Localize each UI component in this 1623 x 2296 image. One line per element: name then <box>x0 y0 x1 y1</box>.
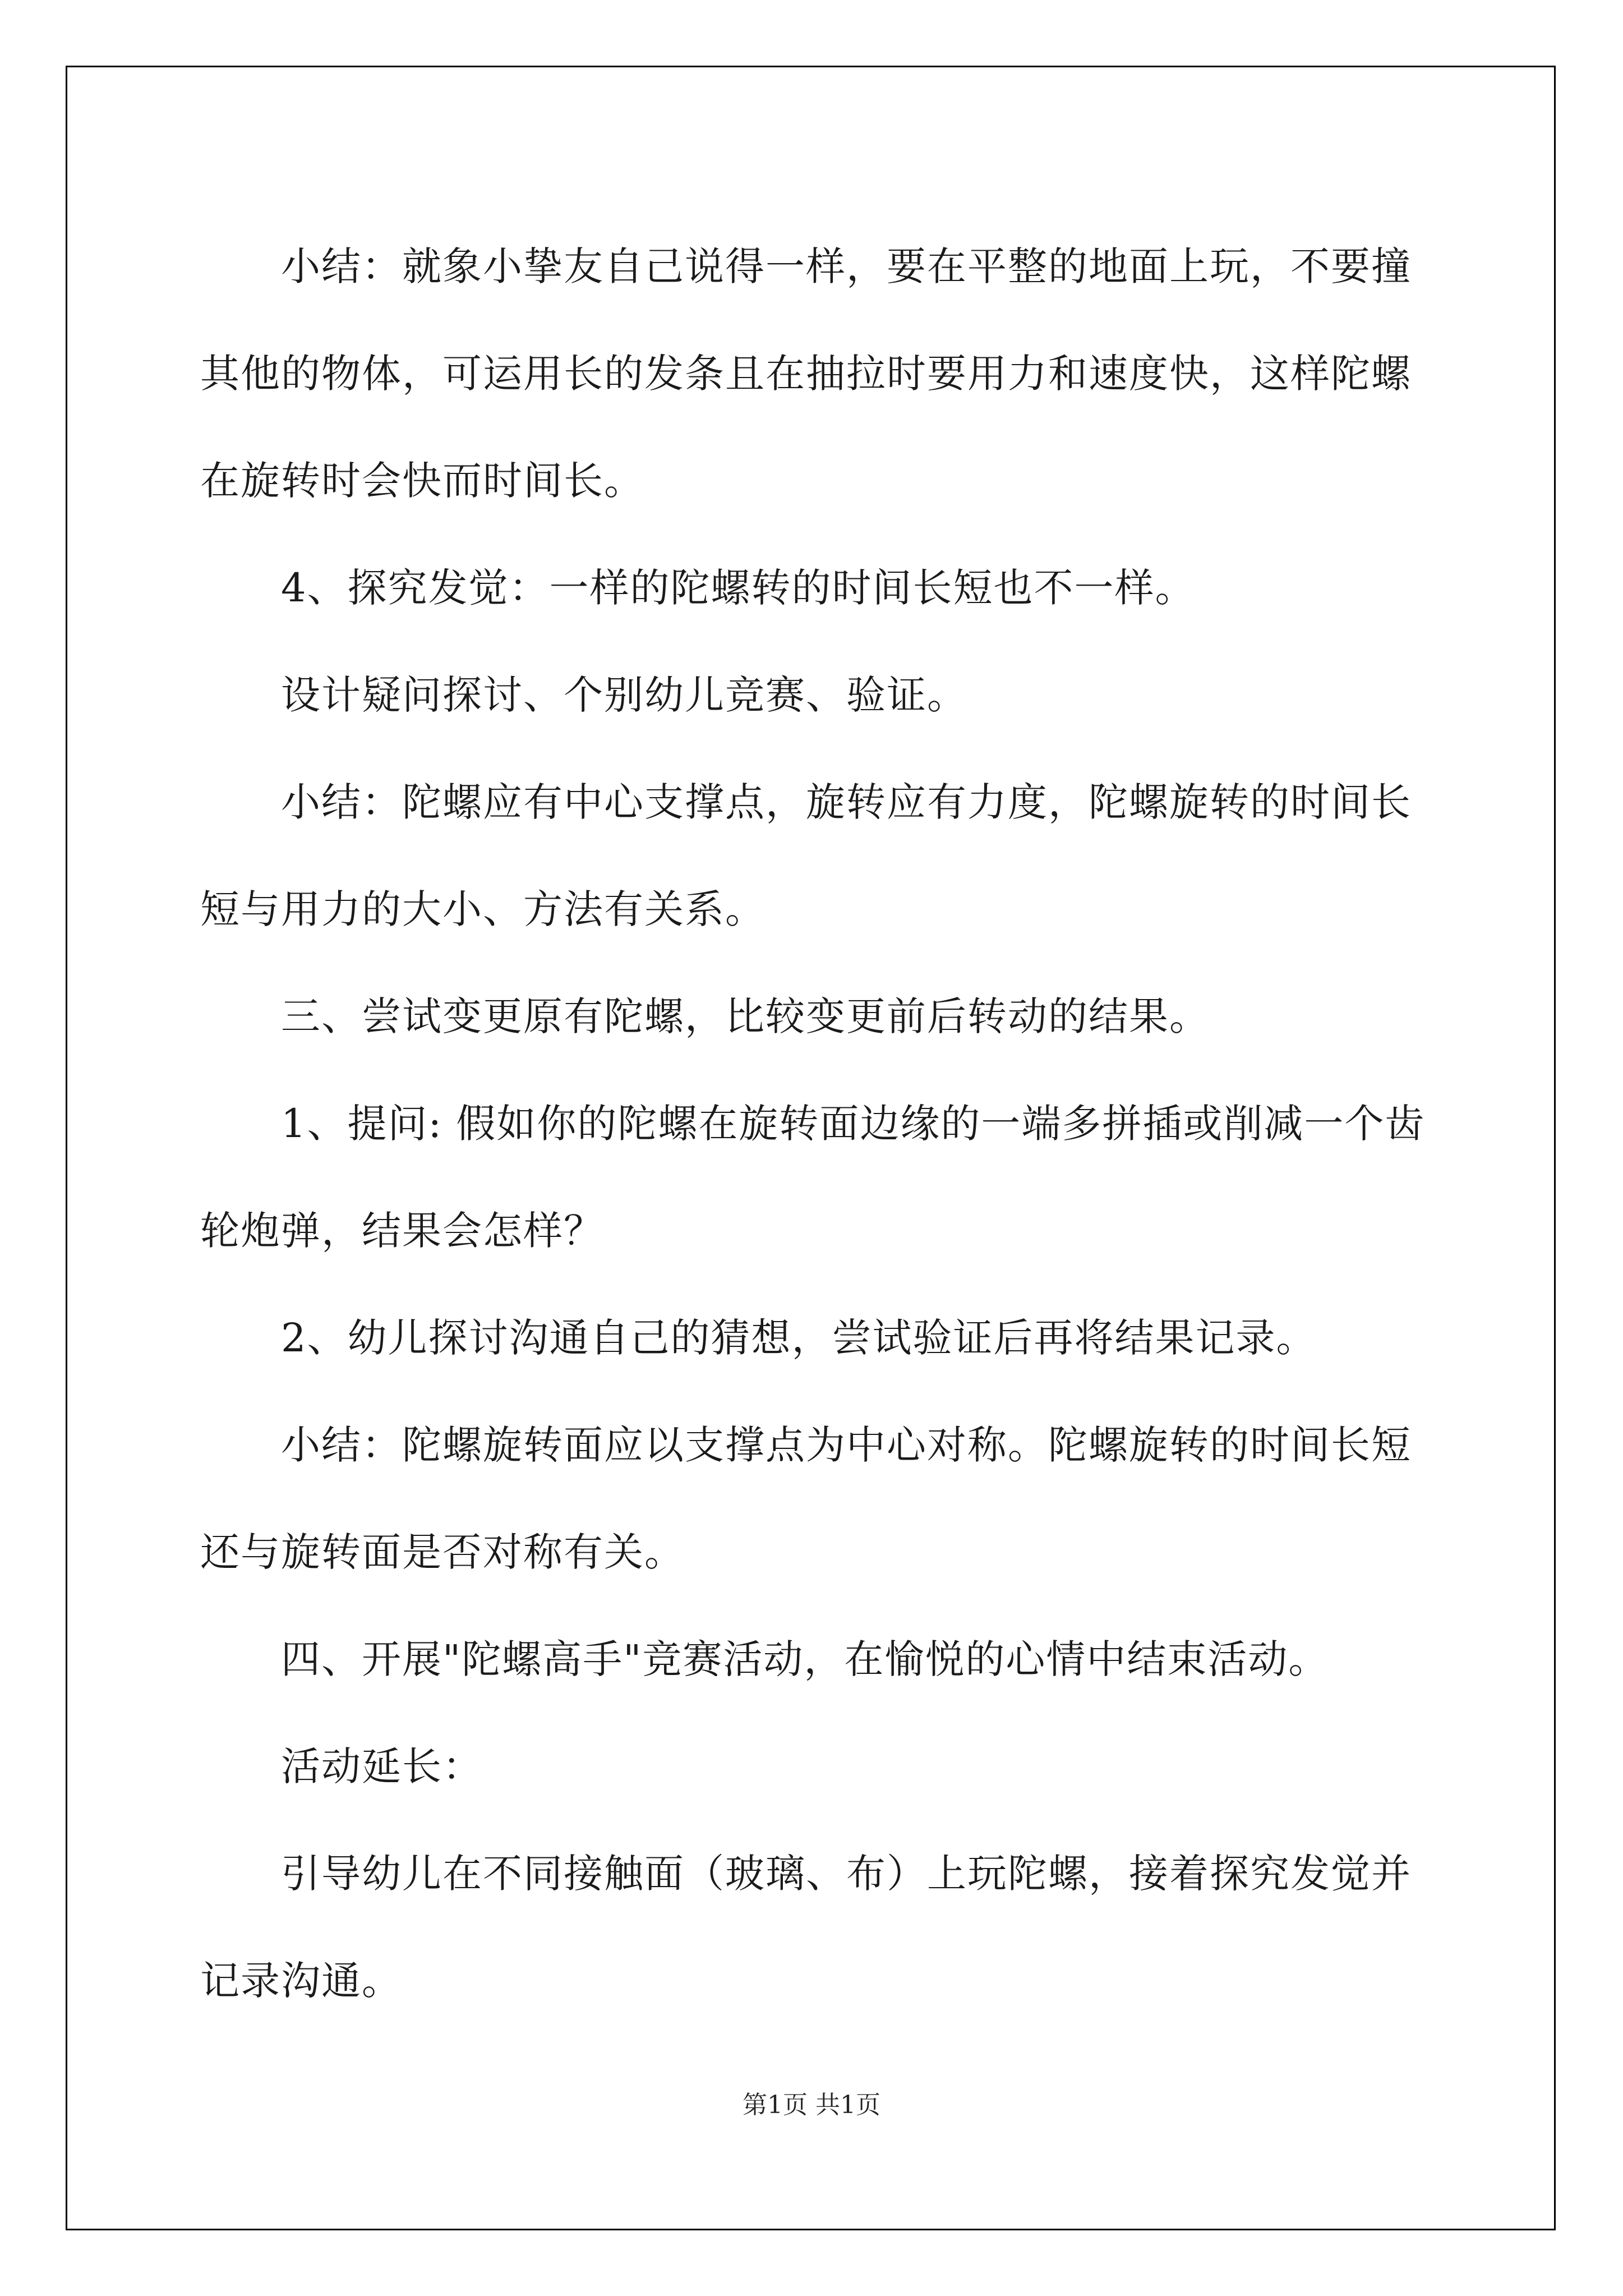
line: 轮炮弹，结果会怎样？ <box>200 1208 604 1254</box>
paragraph-summary-2-cont <box>200 856 1427 963</box>
line: 四、开展"陀螺高手"竞赛活动，在愉悦的心情中结束活动。 <box>281 1636 1329 1682</box>
paragraph-extension-heading <box>200 1713 1427 1820</box>
page-footer <box>0 2085 1623 2120</box>
paragraph-extension <box>200 1820 1427 1927</box>
paragraph-question-1-cont <box>200 1177 1427 1285</box>
paragraph-design-question <box>200 642 1427 749</box>
line: 还与旋转面是否对称有关。 <box>200 1529 685 1575</box>
line: 4、探究发觉：一样的陀螺转的时间长短也不一样。 <box>281 565 1196 611</box>
line: 其他的物体，可运用长的发条且在抽拉时要用力和速度快，这样陀螺 <box>200 351 1412 397</box>
paragraph-summary-3 <box>200 1392 1427 1499</box>
line: 引导幼儿在不同接触面（玻璃、布）上玩陀螺，接着探究发觉并 <box>281 1851 1412 1897</box>
paragraph-extension-cont <box>200 1927 1427 2035</box>
line: 1、提问: 假如你的陀螺在旋转面边缘的一端多拼插或削减一个齿 <box>281 1101 1426 1147</box>
paragraph-summary-1 <box>200 213 1427 320</box>
paragraph-step-2 <box>200 1285 1427 1392</box>
paragraph-question-1 <box>200 1070 1427 1177</box>
document-body <box>200 213 1427 2035</box>
line: 小结：就象小挚友自己说得一样，要在平整的地面上玩，不要撞 <box>281 243 1412 289</box>
line: 在旋转时会快而时间长。 <box>200 458 644 504</box>
line: 记录沟通。 <box>200 1958 402 2004</box>
page-number: 第1页 共1页 <box>743 2091 880 2119</box>
paragraph-summary-3-cont <box>200 1499 1427 1606</box>
paragraph-section-4 <box>200 1606 1427 1713</box>
line: 三、尝试变更原有陀螺，比较变更前后转动的结果。 <box>281 993 1210 1039</box>
line: 小结：陀螺应有中心支撑点，旋转应有力度，陀螺旋转的时间长 <box>281 779 1412 825</box>
line: 2、幼儿探讨沟通自己的猜想，尝试验证后再将结果记录。 <box>281 1315 1317 1361</box>
paragraph-section-3 <box>200 963 1427 1070</box>
line: 活动延长： <box>281 1743 483 1789</box>
paragraph-step-4 <box>200 535 1427 642</box>
line: 设计疑问探讨、个别幼儿竞赛、验证。 <box>281 672 967 718</box>
paragraph-summary-1-cont-1 <box>200 320 1427 427</box>
line: 短与用力的大小、方法有关系。 <box>200 886 766 932</box>
line: 小结：陀螺旋转面应以支撑点为中心对称。陀螺旋转的时间长短 <box>281 1422 1412 1468</box>
paragraph-summary-2 <box>200 749 1427 856</box>
paragraph-summary-1-cont-2 <box>200 427 1427 535</box>
